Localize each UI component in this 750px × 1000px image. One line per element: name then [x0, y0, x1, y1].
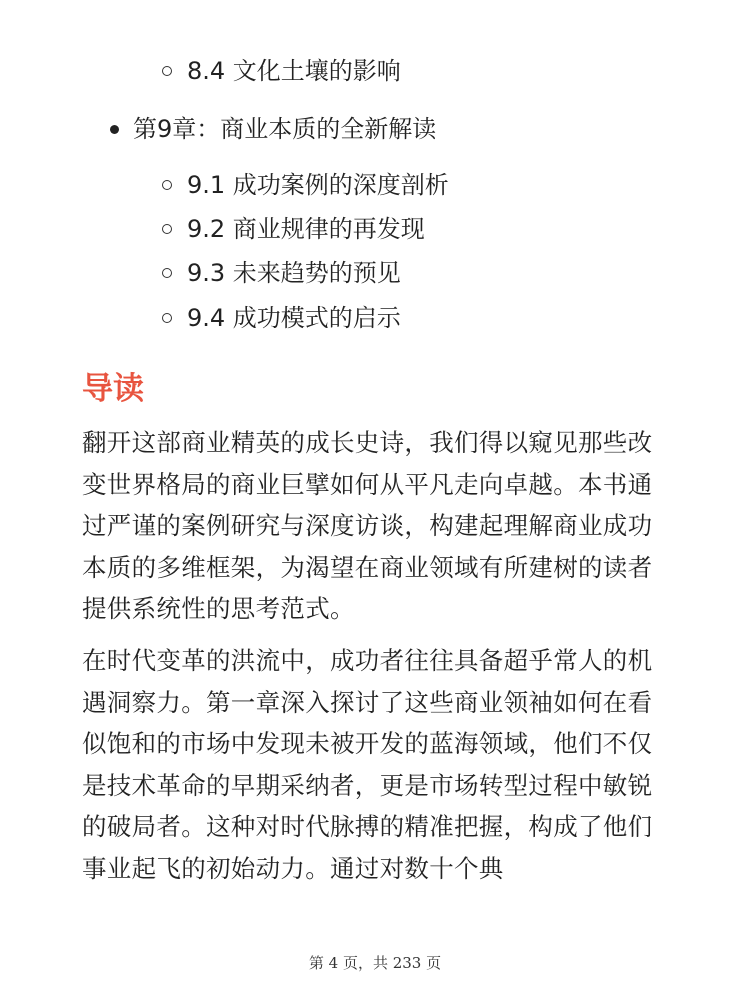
- outline-item-9-4: [162, 298, 401, 338]
- hollow-bullet-icon: [162, 224, 172, 234]
- hollow-bullet-icon: [162, 180, 172, 190]
- paragraph-body: 在时代变革的洪流中，成功者往往具备超乎常人的机遇洞察力。第一章深入探讨了这些商业领袖如何在看似饱和的市场中发现未被开发的蓝海领域，他们不仅是技术革命的早期采纳者，更是市场转型过程中敏锐的破局者。这种对时代脉搏的精准把握，构成了他们事业起飞的初始动力。通过对数十个典: [82, 646, 653, 883]
- outline-item-9-3: [162, 253, 401, 293]
- section-heading: 导读: [82, 371, 144, 407]
- outline-item-text: 9.4 成功模式的启示: [187, 304, 401, 332]
- outline-item-text: 9.2 商业规律的再发现: [187, 215, 425, 243]
- hollow-bullet-icon: [162, 268, 172, 278]
- paragraph-intro: 翻开这部商业精英的成长史诗，我们得以窥见那些改变世界格局的商业巨擘如何从平凡走向卓越。本书通过严谨的案例研究与深度访谈，构建起理解商业成功本质的多维框架，为渴望在商业领域有所建树的读者提供系统性的思考范式。: [82, 428, 653, 624]
- outline-item-text: 8.4 文化土壤的影响: [187, 57, 401, 85]
- filled-bullet-icon: [110, 125, 119, 134]
- outline-item-text: 9.1 成功案例的深度剖析: [187, 171, 449, 199]
- outline-item-text: 9.3 未来趋势的预见: [187, 259, 401, 287]
- page-number-footer: 第 4 页，共 233 页: [308, 954, 442, 972]
- outline-chapter-9: [110, 109, 436, 149]
- hollow-bullet-icon: [162, 66, 172, 76]
- outline-chapter-text: 第9章：商业本质的全新解读: [133, 115, 437, 143]
- outline-item-9-2: [162, 209, 425, 249]
- outline-item-8-4: [162, 51, 401, 91]
- outline-item-9-1: [162, 165, 449, 205]
- hollow-bullet-icon: [162, 313, 172, 323]
